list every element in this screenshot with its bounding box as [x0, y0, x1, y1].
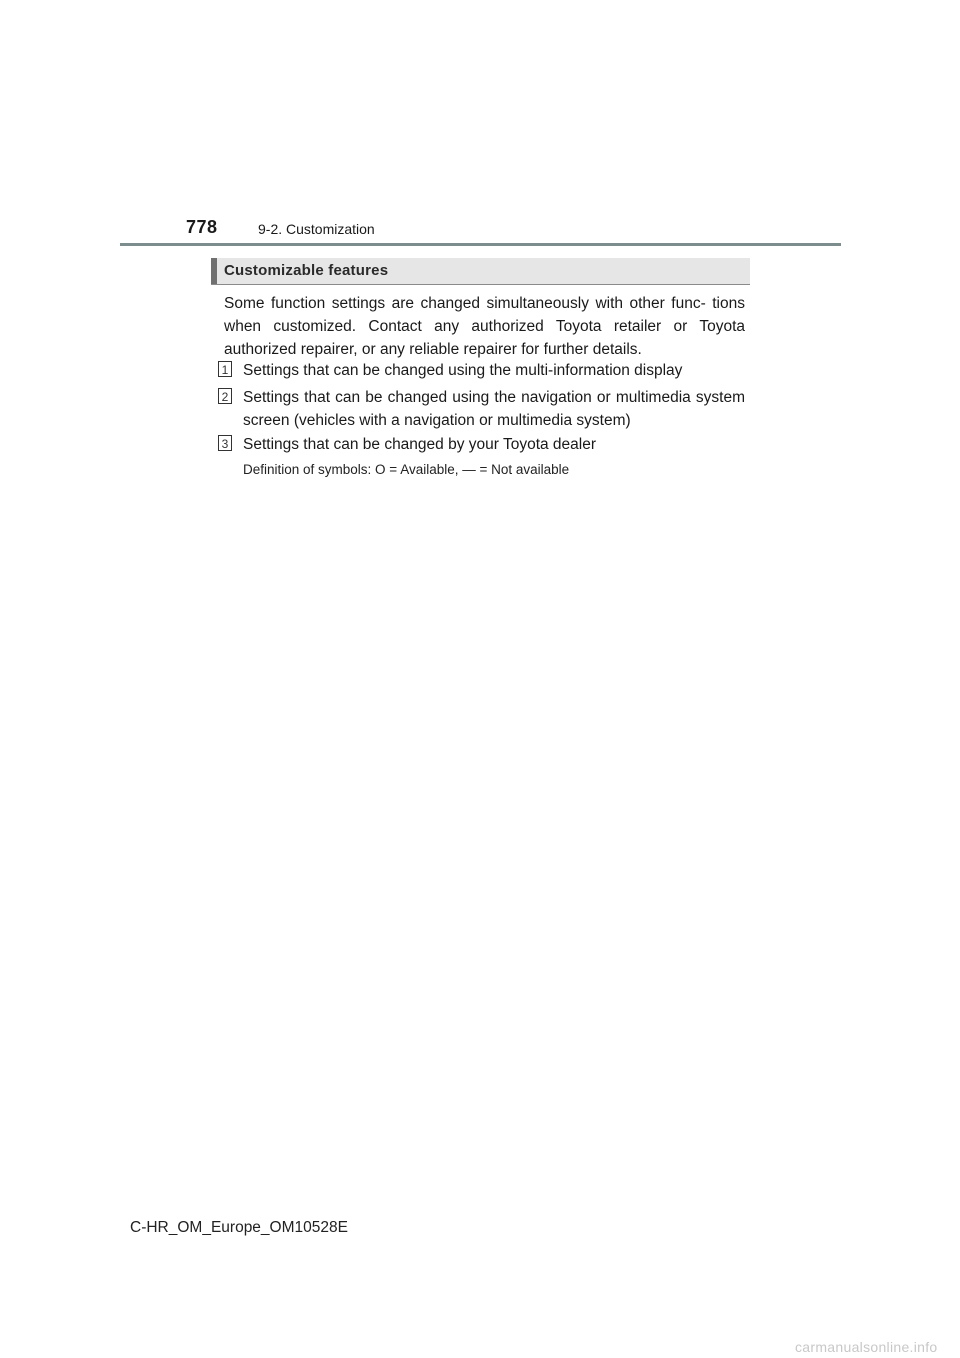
list-item-text: Settings that can be changed using the navigation or multimedia system screen (vehicles with a navigation or multimedia system): [243, 389, 745, 429]
heading-title: Customizable features: [224, 262, 389, 279]
header-divider: [120, 243, 841, 246]
document-code: C-HR_OM_Europe_OM10528E: [130, 1219, 348, 1236]
item-number-badge: 3: [218, 435, 232, 451]
page-number: 778: [186, 217, 218, 237]
list-item: [218, 359, 745, 382]
intro-paragraph: Some function settings are changed simultaneously with other func- tions when customized. Contact any authorized Toyota retailer or Toyota authorized repairer, or any reliable repairer for further details.: [224, 295, 745, 358]
section-label: 9-2. Customization: [258, 221, 375, 237]
item-number-badge: 1: [218, 361, 232, 377]
list-item-text: Settings that can be changed by your Toyota dealer: [243, 436, 597, 453]
list-item-text: Settings that can be changed using the multi-information display: [243, 362, 683, 379]
symbol-definition: Definition of symbols: O = Available, — = Not available: [243, 462, 570, 477]
section-heading: [211, 258, 750, 285]
item-number-badge: 2: [218, 388, 232, 404]
heading-marker: [211, 258, 217, 284]
list-item: [218, 386, 745, 432]
watermark-text: carmanualsonline.info: [795, 1339, 938, 1355]
list-item: [218, 433, 745, 456]
